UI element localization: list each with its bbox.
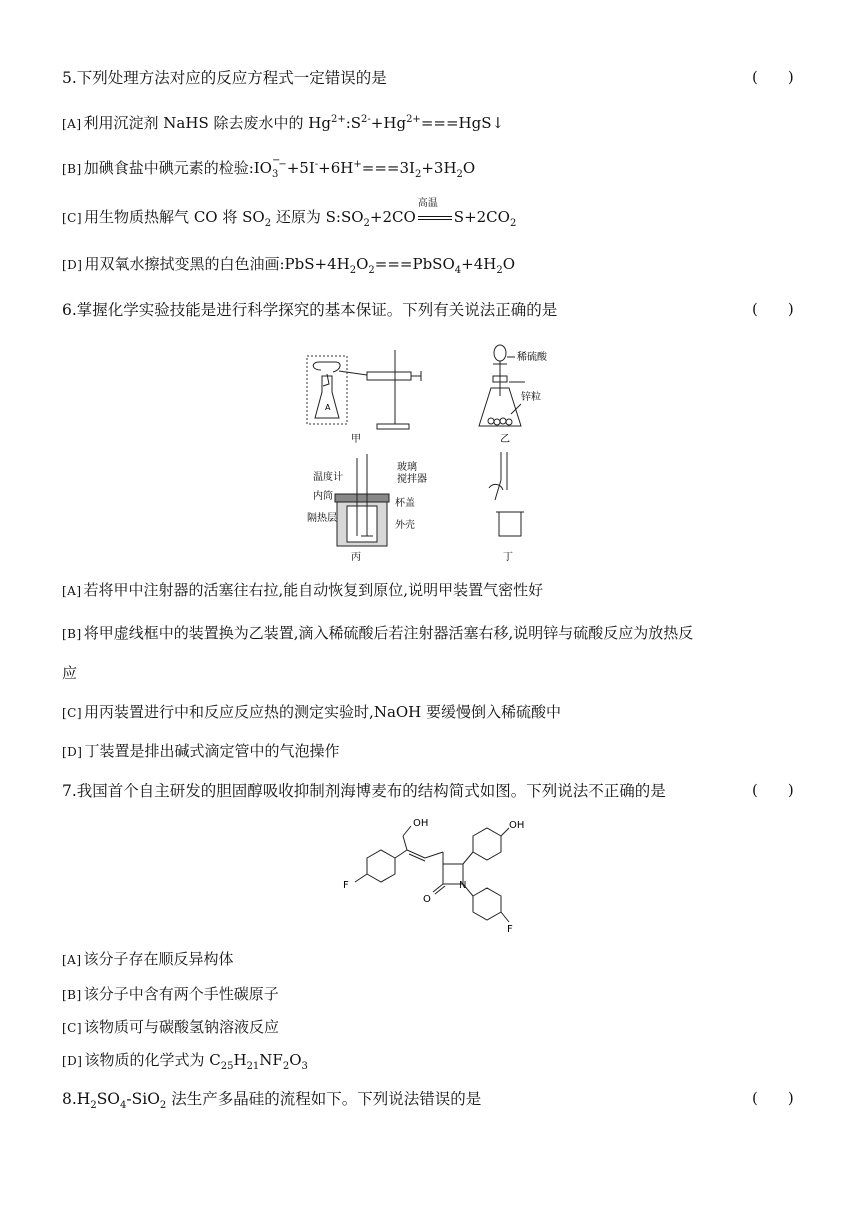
- label-jia: 甲: [351, 434, 361, 445]
- apparatus-jia: [307, 350, 421, 445]
- option-text: 该物质的化学式为 $C_{25}H_{21}NF_2O_3$: [84, 1051, 308, 1072]
- label-oh-2: OH: [509, 820, 525, 831]
- q7-structure-figure: [335, 812, 545, 940]
- label-lid: 杯盖: [395, 498, 415, 509]
- q5-option-a[interactable]: [62, 112, 504, 133]
- option-text: 加碘食盐中碘元素的检验:IO $_{- 3}^-+5I^-+6H^+===3I_2+3H_2O$: [83, 155, 476, 180]
- label-n: N: [459, 880, 467, 891]
- option-tag: [B]: [62, 162, 82, 176]
- apparatus-yi: [479, 345, 548, 445]
- label-insulation: 隔热层: [307, 513, 337, 524]
- label-f-1: F: [343, 880, 349, 891]
- option-tag: [D]: [62, 745, 83, 759]
- q5-option-b[interactable]: [62, 157, 475, 180]
- q8-answer-paren: ( ): [752, 1089, 794, 1107]
- label-shell: 外壳: [395, 520, 415, 531]
- reaction-condition: 高温: [417, 198, 438, 209]
- q5-option-c[interactable]: [62, 198, 517, 229]
- option-tag: [D]: [62, 258, 83, 272]
- option-text: 用丙装置进行中和反应反应热的测定实验时,NaOH 要缓慢倒入稀硫酸中: [84, 703, 562, 721]
- q6-apparatus-figure: [295, 340, 565, 565]
- q5-option-d[interactable]: [62, 253, 515, 276]
- apparatus-bing: [307, 454, 427, 563]
- option-tag: [A]: [62, 953, 82, 967]
- option-text: 将甲虚线框中的装置换为乙装置,滴入稀硫酸后若注射器活塞右移,说明锌与硫酸反应为放热反: [83, 624, 694, 642]
- label-ding: 丁: [503, 552, 513, 563]
- option-tag: [A]: [62, 117, 82, 131]
- option-text: 丁装置是排出碱式滴定管中的气泡操作: [84, 742, 340, 760]
- q6-answer-paren: ( ): [752, 300, 794, 318]
- svg-text:A: A: [325, 403, 331, 412]
- option-tag: [B]: [62, 627, 82, 641]
- label-thermometer: 温度计: [313, 472, 343, 483]
- label-yi: 乙: [500, 434, 510, 445]
- q8-stem: $8.H_2SO_4-SiO_2$ 法生产多晶硅的流程如下。下列说法错误的是: [62, 1090, 482, 1112]
- q7-stem: 7.我国首个自主研发的胆固醇吸收抑制剂海博麦布的结构简式如图。下列说法不正确的是: [62, 782, 666, 800]
- label-bing: 丙: [351, 552, 361, 563]
- label-o: O: [423, 894, 431, 905]
- option-text: 该分子中含有两个手性碳原子: [83, 985, 279, 1003]
- option-tag: [A]: [62, 584, 82, 598]
- option-text: 该分子存在顺反异构体: [83, 950, 234, 968]
- option-tag: [C]: [62, 706, 83, 720]
- label-f-2: F: [507, 924, 513, 935]
- label-oh-1: OH: [413, 818, 429, 829]
- q7-option-c[interactable]: [62, 1016, 279, 1037]
- option-text: 用生物质热解气 CO 将 $SO_2$ 还原为 $S:SO_2+2CO$ 高温 $S+2CO_2$: [84, 208, 516, 226]
- q6-option-b-continued: 应: [62, 664, 78, 682]
- q6-stem: 6.掌握化学实验技能是进行科学探究的基本保证。下列有关说法正确的是: [62, 301, 558, 319]
- q6-option-c[interactable]: [62, 701, 561, 722]
- label-dilute-acid: 稀硫酸: [517, 352, 547, 363]
- option-text: 用双氧水擦拭变黑的白色油画$:PbS+4H_2O_2===PbSO_4+4H_2O$: [84, 255, 516, 276]
- option-text: 利用沉淀剂 NaHS 除去废水中的 $Hg^{2+}:S^{2-}+Hg^{2+}===HgS↓$: [83, 114, 505, 132]
- option-tag: [B]: [62, 988, 82, 1002]
- option-tag: [C]: [62, 211, 83, 225]
- label-inner: 内筒: [313, 491, 333, 502]
- q7-option-b[interactable]: [62, 983, 279, 1004]
- option-text: 该物质可与碳酸氢钠溶液反应: [84, 1018, 280, 1036]
- option-tag: [D]: [62, 1054, 83, 1068]
- q7-answer-paren: ( ): [752, 781, 794, 799]
- label-glass-stirrer-2: 搅拌器: [397, 474, 427, 485]
- q7-option-d[interactable]: [62, 1049, 308, 1072]
- q7-option-a[interactable]: [62, 948, 234, 969]
- apparatus-ding: [489, 452, 524, 563]
- label-glass-stirrer-1: 玻璃: [397, 462, 417, 473]
- option-text: 若将甲中注射器的活塞往右拉,能自动恢复到原位,说明甲装置气密性好: [83, 581, 544, 599]
- q6-option-b[interactable]: [62, 622, 693, 643]
- q6-option-a[interactable]: [62, 579, 543, 600]
- q5-stem: 5.下列处理方法对应的反应方程式一定错误的是: [62, 69, 387, 87]
- q5-answer-paren: ( ): [752, 68, 794, 86]
- option-tag: [C]: [62, 1021, 83, 1035]
- label-zinc: 锌粒: [521, 392, 541, 403]
- q6-option-d[interactable]: [62, 740, 340, 761]
